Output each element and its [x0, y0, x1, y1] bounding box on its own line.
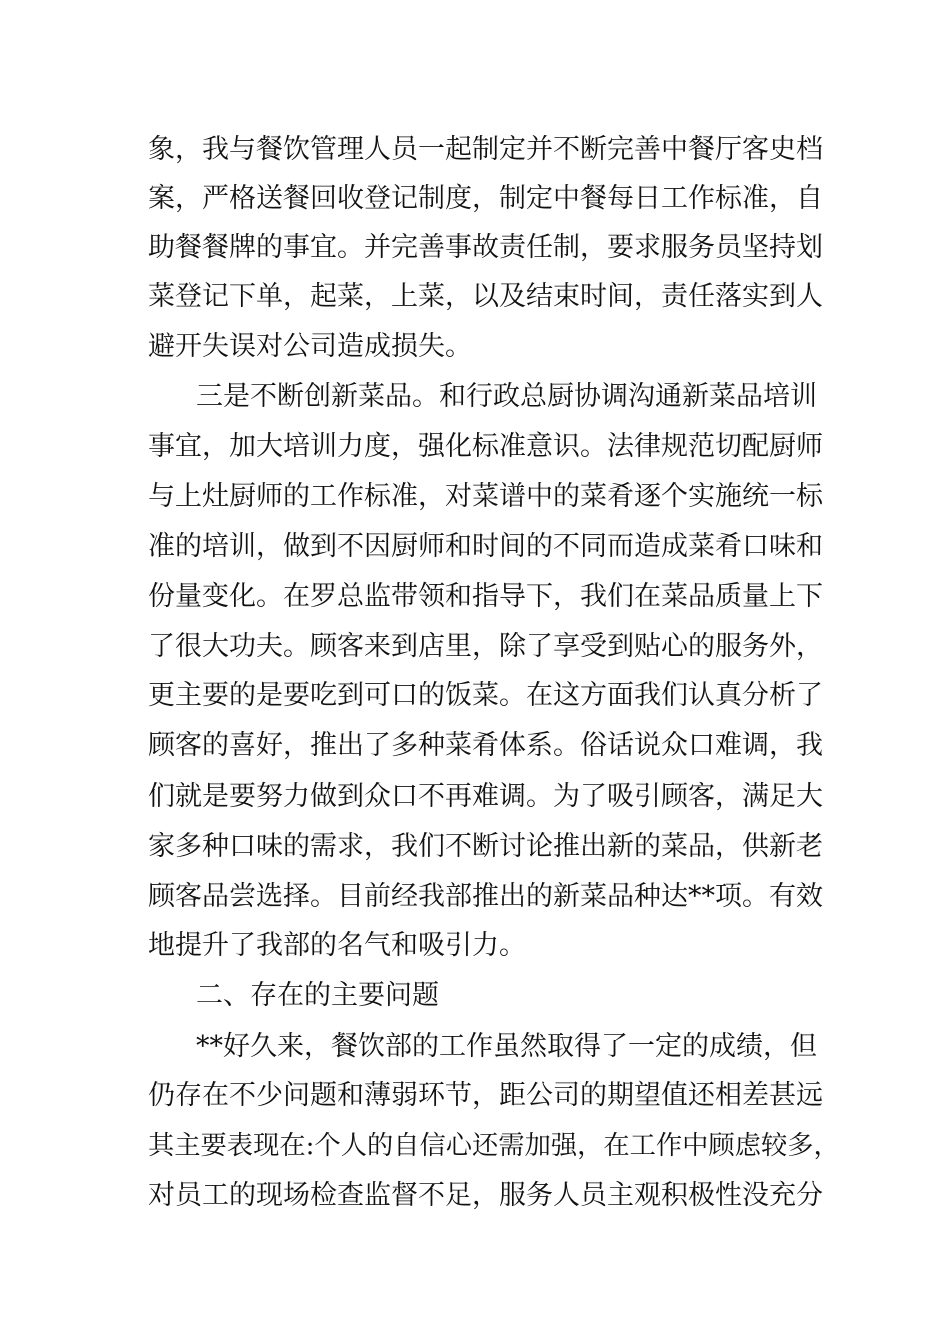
text-line: 案，严格送餐回收登记制度，制定中餐每日工作标准，自: [148, 183, 823, 214]
text-line: 顾客品尝选择。目前经我部推出的新菜品种达**项。有效: [148, 881, 823, 912]
paragraph-start-line: **好久来，餐饮部的工作虽然取得了一定的成绩，但: [196, 1031, 817, 1062]
text-line: 与上灶厨师的工作标准，对菜谱中的菜肴逐个实施统一标: [148, 481, 823, 512]
section-heading: 二、存在的主要问题: [196, 980, 439, 1011]
text-line: 对员工的现场检查监督不足，服务人员主观积极性没充分: [148, 1180, 823, 1211]
text-line: 准的培训，做到不因厨师和时间的不同而造成菜肴口味和: [148, 531, 823, 562]
text-line: 们就是要努力做到众口不再难调。为了吸引顾客，满足大: [148, 781, 823, 812]
text-line: 家多种口味的需求，我们不断讨论推出新的菜品，供新老: [148, 831, 823, 862]
text-line: 更主要的是要吃到可口的饭菜。在这方面我们认真分析了: [148, 680, 823, 711]
text-line: 仍存在不少问题和薄弱环节，距公司的期望值还相差甚远: [148, 1080, 823, 1111]
text-line: 份量变化。在罗总监带领和指导下，我们在菜品质量上下: [148, 581, 823, 612]
text-line: 菜登记下单，起菜，上菜，以及结束时间，责任落实到人: [148, 281, 823, 312]
text-line: 其主要表现在:个人的自信心还需加强，在工作中顾虑较多，: [148, 1131, 840, 1161]
text-line: 事宜，加大培训力度，强化标准意识。法律规范切配厨师: [148, 431, 823, 462]
text-line: 地提升了我部的名气和吸引力。: [148, 930, 526, 961]
text-line: 助餐餐牌的事宜。并完善事故责任制，要求服务员坚持划: [148, 232, 823, 263]
text-line: 象，我与餐饮管理人员一起制定并不断完善中餐厅客史档: [148, 134, 823, 165]
text-line: 避开失误对公司造成损失。: [148, 331, 472, 362]
paragraph-start-line: 三是不断创新菜品。和行政总厨协调沟通新菜品培训: [196, 381, 817, 412]
text-line: 了很大功夫。顾客来到店里，除了享受到贴心的服务外，: [148, 631, 823, 662]
text-line: 顾客的喜好，推出了多种菜肴体系。俗话说众口难调，我: [148, 730, 823, 761]
